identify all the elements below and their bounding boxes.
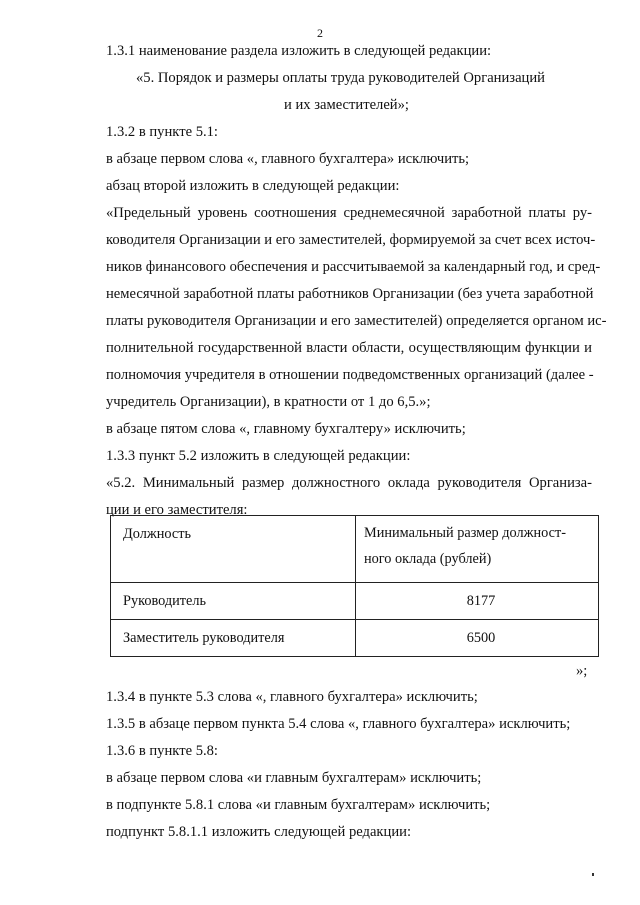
page-number: 2 xyxy=(317,26,323,40)
header-salary-line-2: ного оклада (рублей) xyxy=(364,551,492,567)
paragraph-line: ников финансового обеспечения и рассчитываемой за календарный год, и сред- xyxy=(106,259,601,275)
paragraph-line: и их заместителей»; xyxy=(284,97,409,113)
position-cell: Заместитель руководителя xyxy=(111,620,356,657)
paragraph-line: «5. Порядок и размеры оплаты труда руководителей Организаций xyxy=(136,70,545,86)
table-row xyxy=(111,620,599,657)
paragraph-line: полнительной государственной власти области, осуществляющим функции и xyxy=(106,340,592,356)
header-salary-line-1: Минимальный размер должност- xyxy=(364,525,567,541)
paragraph-line: 1.3.2 в пункте 5.1: xyxy=(106,124,218,140)
paragraph-line: немесячной заработной платы работников Организации (без учета заработной xyxy=(106,286,594,302)
table-header-cell xyxy=(111,516,356,583)
position-cell: Руководитель xyxy=(111,583,356,620)
salary-cell: 6500 xyxy=(356,620,599,657)
paragraph-line: 1.3.4 в пункте 5.3 слова «, главного бухгалтера» исключить; xyxy=(106,689,478,705)
salary-cell: 8177 xyxy=(356,583,599,620)
paragraph-line: подпункт 5.8.1.1 изложить следующей редакции: xyxy=(106,824,412,840)
paragraph-line: «Предельный уровень соотношения среднемесячной заработной платы ру- xyxy=(106,205,592,221)
paragraph-line: в абзаце первом слова «и главным бухгалтерам» исключить; xyxy=(106,770,482,786)
paragraph-line: абзац второй изложить в следующей редакции: xyxy=(106,178,400,194)
paragraph-line: 1.3.1 наименование раздела изложить в следующей редакции: xyxy=(106,43,492,59)
paragraph-line: 1.3.6 в пункте 5.8: xyxy=(106,743,218,759)
paragraph-line: ководителя Организации и его заместителей, формируемой за счет всех источ- xyxy=(106,232,596,248)
paragraph-line: в абзаце первом слова «, главного бухгалтера» исключить; xyxy=(106,151,470,167)
paragraph-line: полномочия учредителя в отношении подведомственных организаций (далее - xyxy=(106,367,594,383)
table-header-cell xyxy=(356,516,599,583)
salary-table xyxy=(110,515,599,657)
paragraph-line: в подпункте 5.8.1 слова «и главным бухгалтерам» исключить; xyxy=(106,797,491,813)
scan-speck xyxy=(592,873,594,876)
paragraph-line: ции и его заместителя: xyxy=(106,502,248,518)
paragraph-line: «5.2. Минимальный размер должностного оклада руководителя Организа- xyxy=(106,475,592,491)
paragraph-line: учредитель Организации), в кратности от 1 до 6,5.»; xyxy=(106,394,431,410)
paragraph-line: 1.3.5 в абзаце первом пункта 5.4 слова «, главного бухгалтера» исключить; xyxy=(106,716,571,732)
closing-quote: »; xyxy=(576,663,588,679)
paragraph-line: в абзаце пятом слова «, главному бухгалтеру» исключить; xyxy=(106,421,466,437)
paragraph-line: 1.3.3 пункт 5.2 изложить в следующей редакции: xyxy=(106,448,411,464)
paragraph-line: платы руководителя Организации и его заместителей) определяется органом ис- xyxy=(106,313,607,329)
table-header-row xyxy=(111,516,599,583)
table-row xyxy=(111,583,599,620)
header-position: Должность xyxy=(123,526,191,542)
